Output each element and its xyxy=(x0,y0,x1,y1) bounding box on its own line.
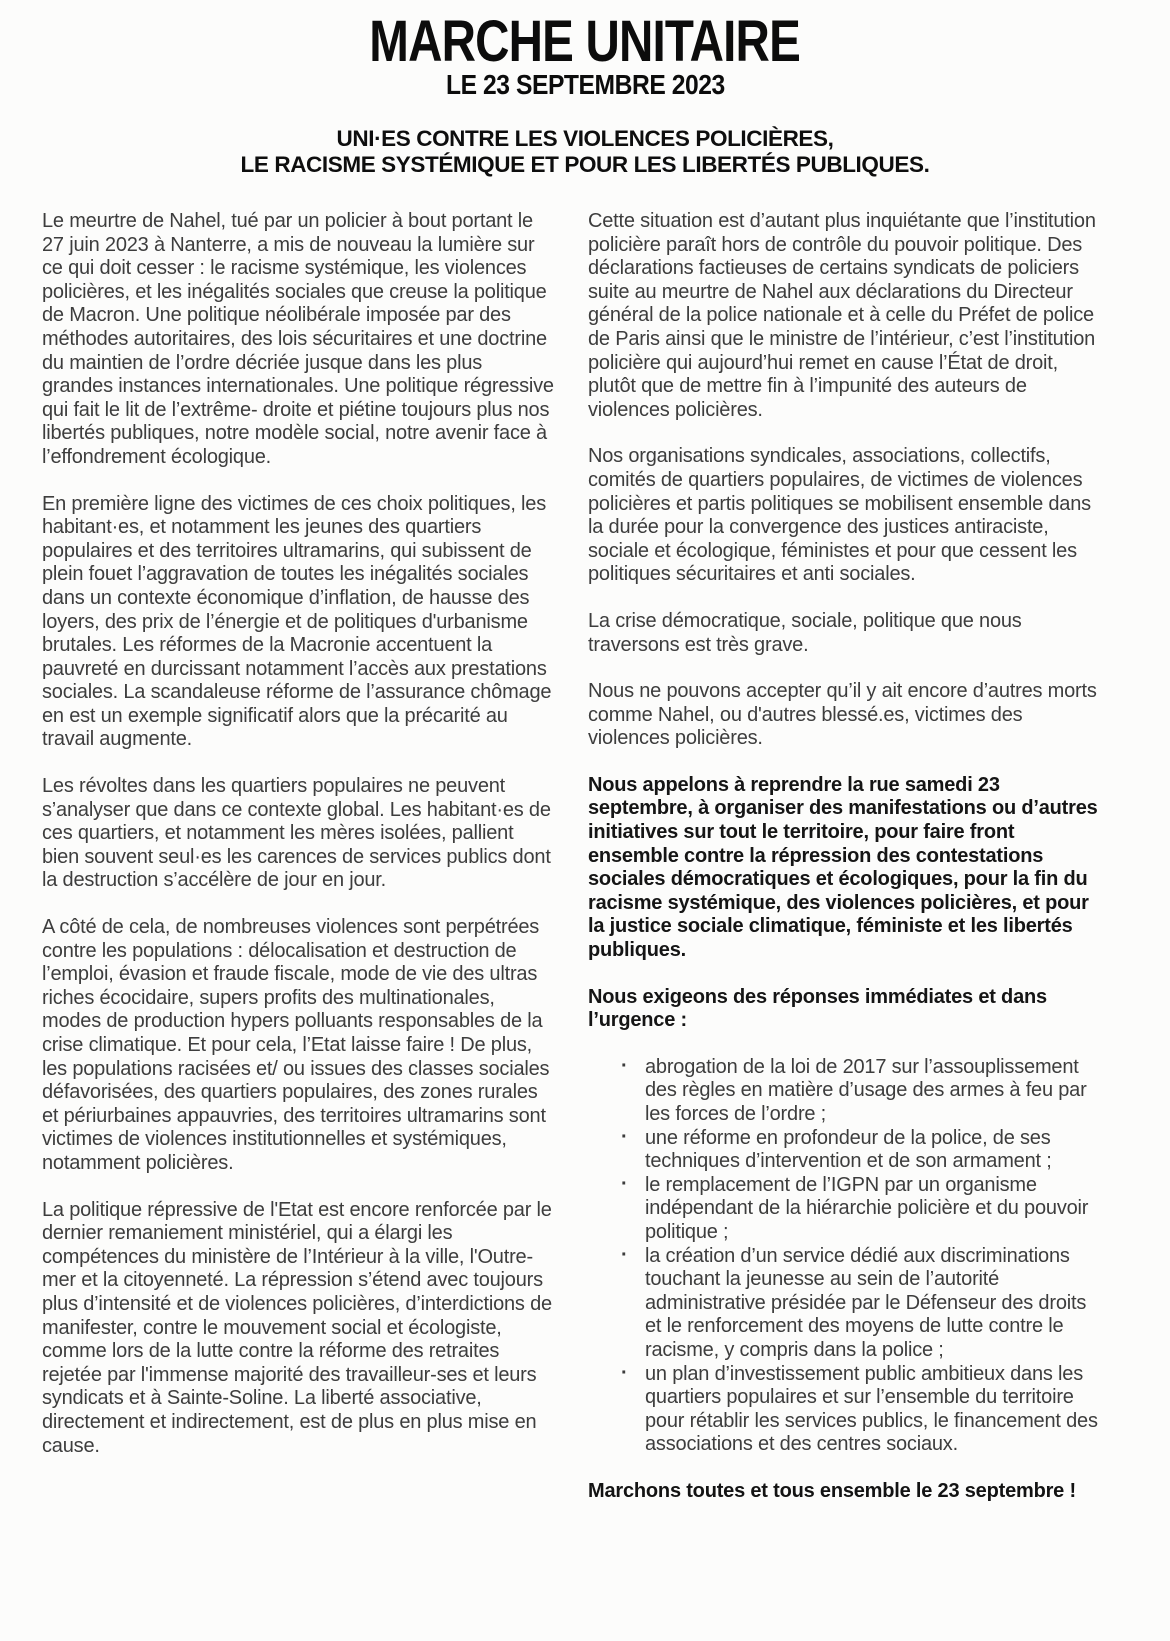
paragraph: Les révoltes dans les quartiers populaires ne peuvent s’analyser que dans ce contexte global. Les habitant·es de ces quartiers, et notamment les mères isolées, pallient bien souvent seul·es les carences de services publics dont la destruction s’accélère de jour en jour. xyxy=(42,775,551,892)
demand-item-text: la création d’un service dédié aux discriminations touchant la jeunesse au sein de l’autorité administrative présidée par le Défenseur des droits et le renforcement des moyens de lutte contre le racisme, y compris dans la police ; xyxy=(645,1244,1087,1361)
page-title xyxy=(0,9,1170,74)
bullet-icon: · xyxy=(621,1125,628,1148)
paragraph: Le meurtre de Nahel, tué par un policier à bout portant le 27 juin 2023 à Nanterre, a mis de nouveau la lumière sur ce qui doit cesser : le racisme systémique, les violences policières, et les inégalités sociales que creuse la politique de Macron. Une politique néolibérale imposée par des méthodes autoritaires, des lois sécuritaires et une doctrine du maintien de l’ordre décriée jusque dans les plus grandes instances internationales. Une politique régressive qui fait le lit de l’extrême- droite et piétine toujours plus nos libertés publiques, notre modèle social, notre avenir face à l’effondrement écologique. xyxy=(42,210,554,468)
tagline-line-2: LE RACISME SYSTÉMIQUE ET POUR LES LIBERTÉS PUBLIQUES. xyxy=(240,152,930,177)
page-title-text: MARCHE UNITAIRE xyxy=(369,9,801,74)
demand-item xyxy=(588,1363,1100,1457)
demands-list xyxy=(588,1056,1100,1457)
demand-item xyxy=(588,1245,1100,1363)
right-column xyxy=(588,210,1100,1527)
paragraph: La politique répressive de l'Etat est encore renforcée par le dernier remaniement ministériel, qui a élargi les compétences du ministère de l’Intérieur à la ville, l'Outre-mer et la citoyenneté. La répression s’étend avec toujours plus d’intensité et de violences policières, d’interdictions de manifester, contre le mouvement social et écologiste, comme lors de la lutte contre la réforme des retraites rejetée par l'immense majorité des travailleur-ses et leurs syndicats et à Sainte-Soline. La liberté associative, directement et indirectement, est de plus en plus mise en cause. xyxy=(42,1198,552,1457)
paragraph: En première ligne des victimes de ces choix politiques, les habitant·es, et notamment les jeunes des quartiers populaires et des territoires ultramarins, qui subissent de plein fouet l’aggravation de toutes les inégalités sociales dans un contexte économique d’inflation, de hausse des loyers, des prix de l’énergie et de politiques d'urbanisme brutales. Les réformes de la Macronie accentuent la pauvreté en durcissant notamment l’accès aux prestations sociales. La scandaleuse réforme de l’assurance chômage en est un exemple significatif alors que la précarité au travail augmente. xyxy=(42,492,552,751)
demands-heading: Nous exigeons des réponses immédiates et dans l’urgence : xyxy=(588,985,1047,1032)
demand-item-text: une réforme en profondeur de la police, de ses techniques d’intervention et de son armament ; xyxy=(645,1126,1052,1173)
paragraph: La crise démocratique, sociale, politique que nous traversons est très grave. xyxy=(588,609,1022,656)
header xyxy=(0,0,1170,178)
tagline xyxy=(0,126,1170,178)
left-column xyxy=(42,210,554,1527)
body-columns xyxy=(0,210,1170,1527)
demand-item xyxy=(588,1174,1100,1245)
tagline-line-1: UNI·ES CONTRE LES VIOLENCES POLICIÈRES, xyxy=(336,126,834,151)
demand-item-text: un plan d’investissement public ambitieux dans les quartiers populaires et sur l’ensemble du territoire pour rétablir les services publics, le financement des associations et des centres sociaux. xyxy=(645,1362,1098,1456)
paragraph: Nous ne pouvons accepter qu’il y ait encore d’autres morts comme Nahel, ou d'autres blessé.es, victimes des violences policières. xyxy=(588,680,1097,750)
demand-item xyxy=(588,1056,1100,1127)
date-line-text: LE 23 SEPTEMBRE 2023 xyxy=(445,69,725,100)
closing-line: Marchons toutes et tous ensemble le 23 septembre ! xyxy=(588,1479,1076,1502)
paragraph: A côté de cela, de nombreuses violences sont perpétrées contre les populations : délocalisation et destruction de l’emploi, évasion et fraude fiscale, mode de vie des ultras riches écocidaire, supers profits des multinationales, modes de production hypers polluants responsables de la crise climatique. Et pour cela, l’Etat laisse faire ! De plus, les populations racisées et/ ou issues des classes sociales défavorisées, des quartiers populaires, des zones rurales et périurbaines appauvries, des territoires ultramarins sont victimes de violences institutionnelles et systémiques, notamment policières. xyxy=(42,916,550,1174)
bullet-icon: · xyxy=(621,1361,628,1384)
call-to-action-paragraph: Nous appelons à reprendre la rue samedi 23 septembre, à organiser des manifestations ou d’autres initiatives sur tout le territoire, pour faire front ensemble contre la répression des contestations sociales démocratiques et écologiques, pour la fin du racisme systémique, des violences policières, et pour la justice sociale climatique, féministe et les libertés publiques. xyxy=(588,773,1098,962)
bullet-icon: · xyxy=(621,1243,628,1266)
demand-item xyxy=(588,1127,1100,1174)
date-line xyxy=(0,70,1170,100)
paragraph: Cette situation est d’autant plus inquiétante que l’institution policière paraît hors de contrôle du pouvoir politique. Des déclarations factieuses de certains syndicats de policiers suite au meurtre de Nahel aux déclarations du Directeur général de la police nationale et à celle du Préfet de police de Paris ainsi que le ministre de l’intérieur, c’est l’institution policière qui aujourd’hui remet en cause l’État de droit, plutôt que de mettre fin à l’impunité des auteurs de violences policières. xyxy=(588,210,1096,421)
paragraph: Nos organisations syndicales, associations, collectifs, comités de quartiers populaires, de victimes de violences policières et partis politiques se mobilisent ensemble dans la durée pour la convergence des justices antiraciste, sociale et écologique, féministes et pour que cessent les politiques sécuritaires et anti sociales. xyxy=(588,445,1091,586)
demand-item-text: le remplacement de l’IGPN par un organisme indépendant de la hiérarchie policière et du pouvoir politique ; xyxy=(645,1173,1089,1243)
bullet-icon: · xyxy=(621,1172,628,1195)
bullet-icon: · xyxy=(621,1054,628,1077)
demand-item-text: abrogation de la loi de 2017 sur l’assouplissement des règles en matière d’usage des armes à feu par les forces de l’ordre ; xyxy=(645,1055,1087,1125)
